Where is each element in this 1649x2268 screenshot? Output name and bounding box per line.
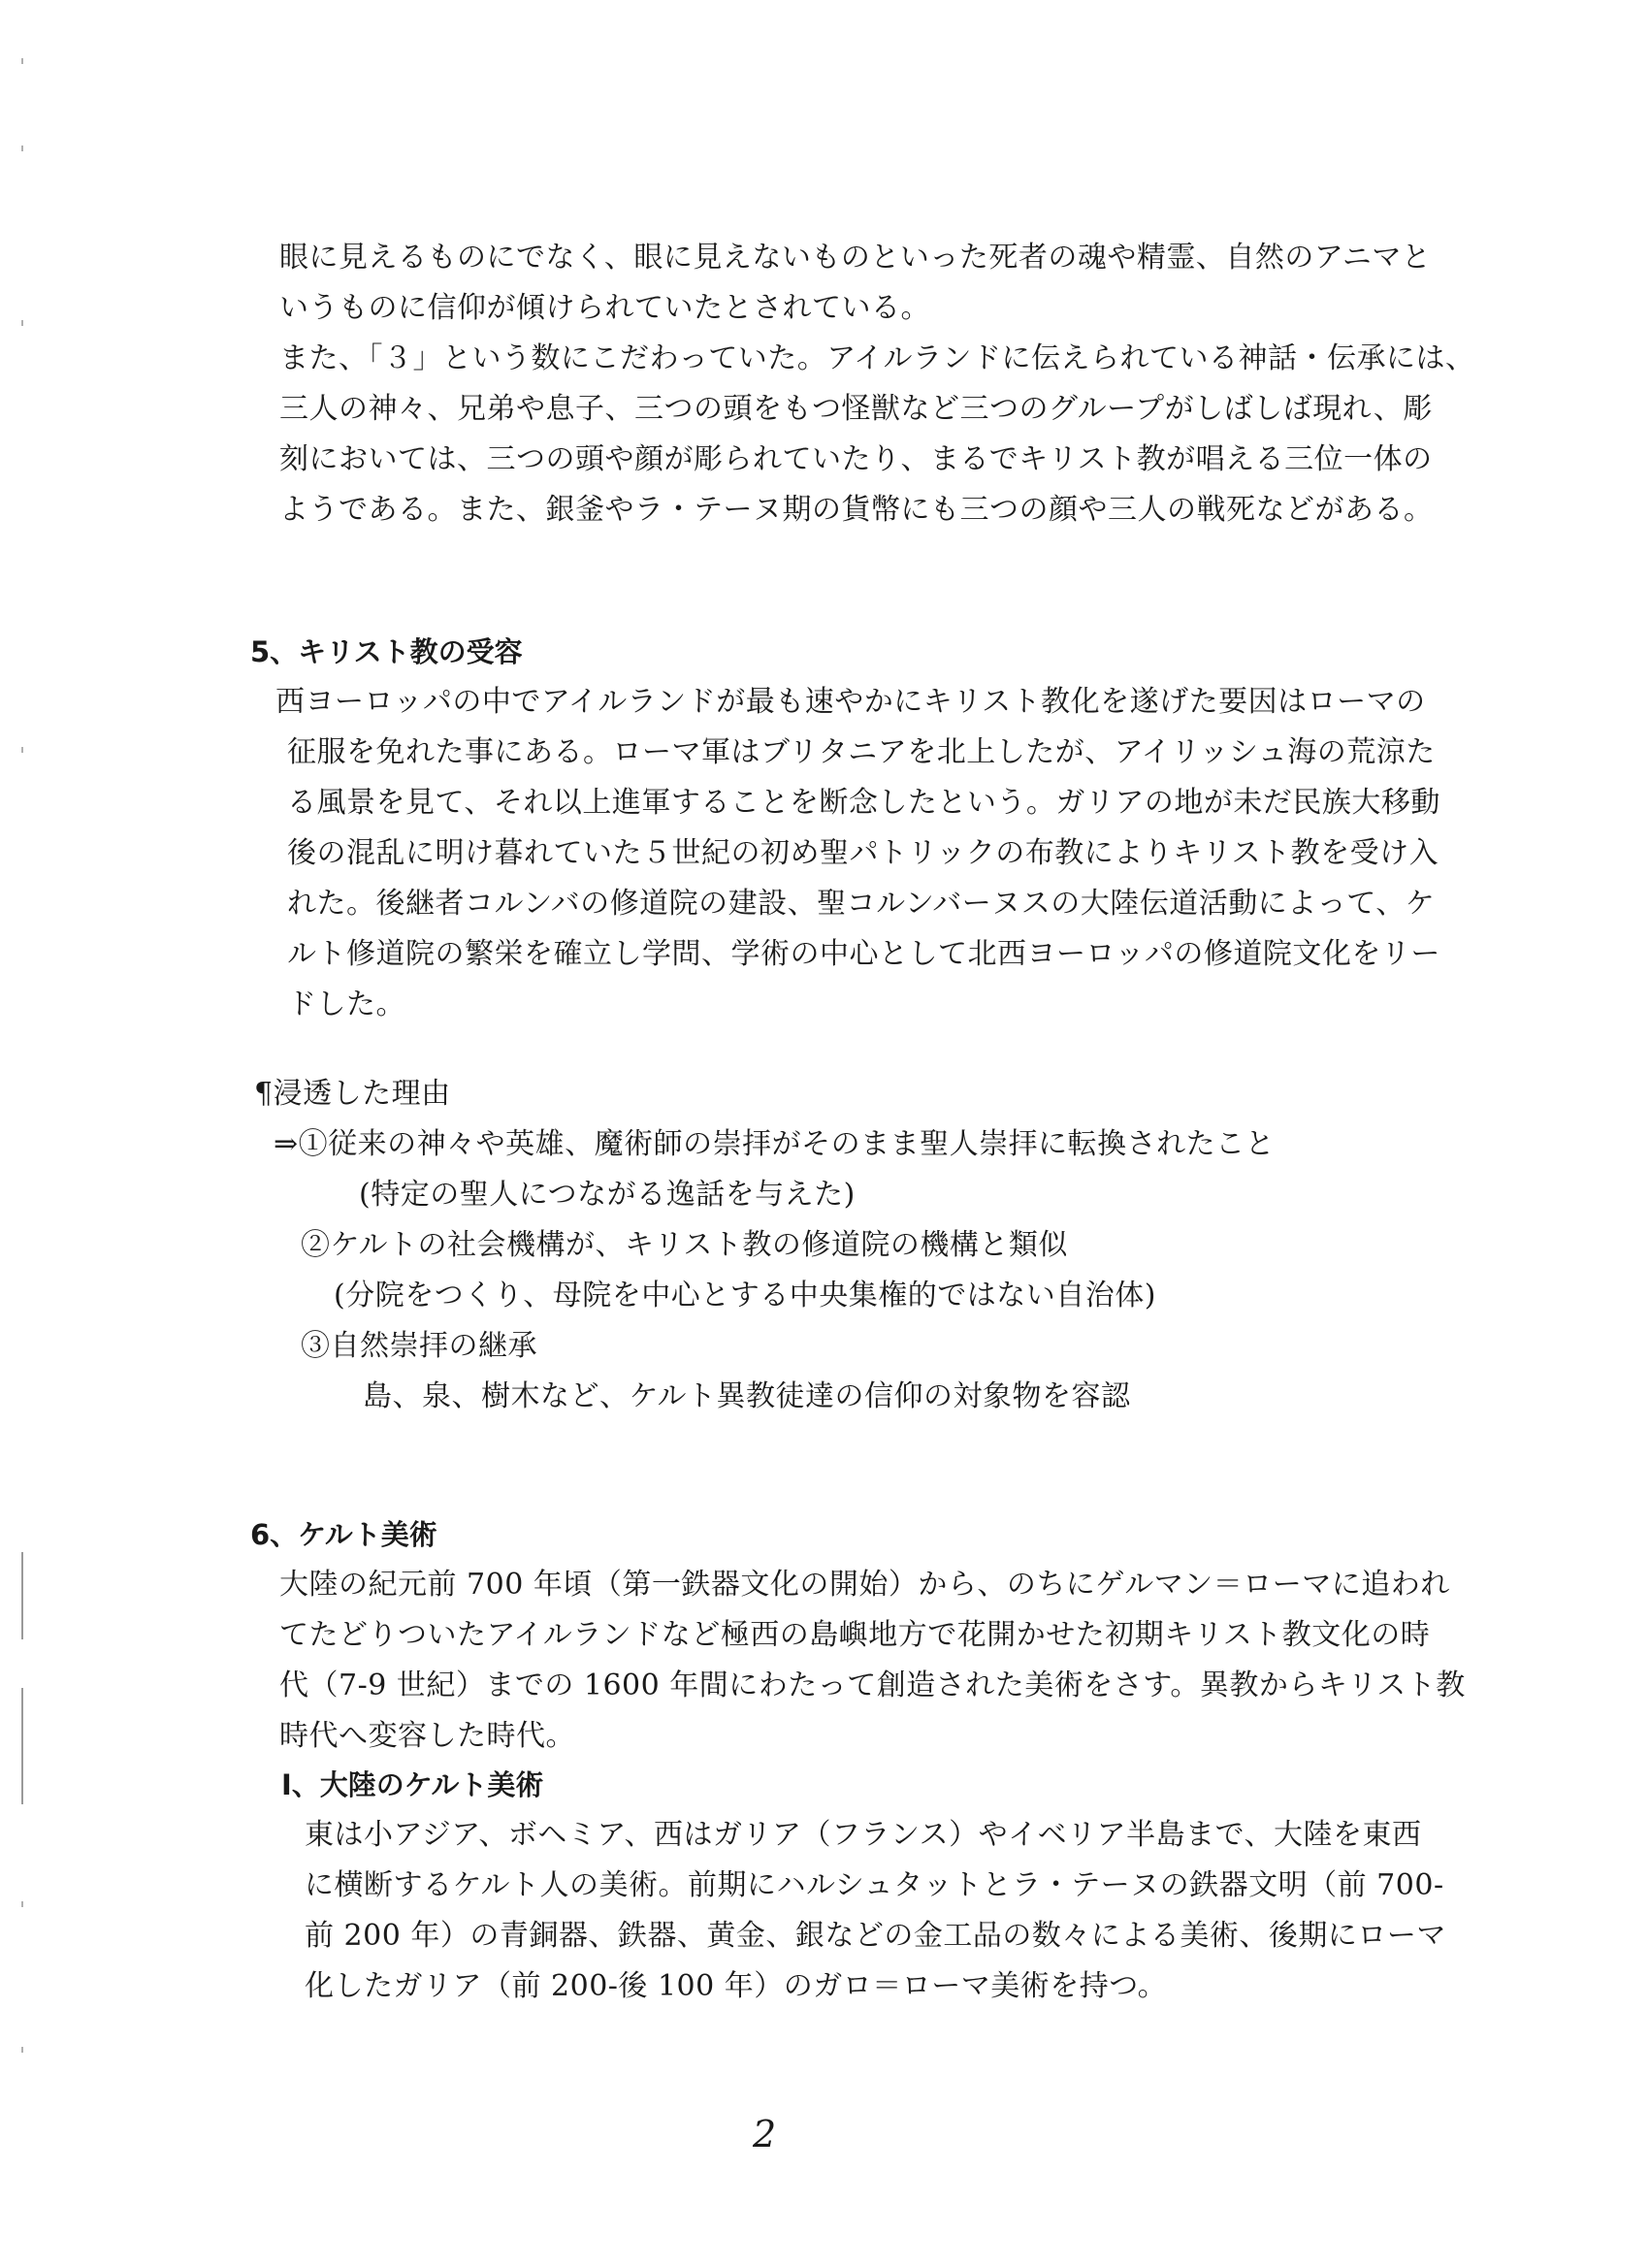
scan-edge-mark (21, 1688, 23, 1804)
reason-item: ③自然崇拝の継承 (301, 1329, 537, 1363)
section-6-line: てたどりついたアイルランドなど極西の島嶼地方で花開かせた初期キリスト教文化の時 (279, 1618, 1431, 1652)
intro-line: また、「３」という数にこだわっていた。アイルランドに伝えられている神話・伝承には、 (279, 341, 1475, 375)
reason-note: (特定の聖人につながる逸話を与えた) (359, 1178, 856, 1212)
section-6-sub-line: 前 200 年）の青銅器、鉄器、黄金、銀などの金工品の数々による美術、後期にローマ (305, 1919, 1446, 1953)
section-5-line: る風景を見て、それ以上進軍することを断念したという。ガリアの地が未だ民族大移動 (287, 786, 1440, 820)
section-6-line: 代（7-9 世紀）までの 1600 年間にわたって創造された美術をさす。異教からキリスト教 (279, 1669, 1466, 1702)
intro-line: 刻においては、三つの頭や顔が彫られていたり、まるでキリスト教が唱える三位一体の (279, 442, 1433, 476)
scan-edge-mark (21, 747, 23, 753)
intro-line: 眼に見えるものにでなく、眼に見えないものといった死者の魂や精霊、自然のアニマと (279, 241, 1432, 275)
scan-edge-mark (21, 146, 23, 151)
section-5-line: 征服を免れた事にある。ローマ軍はブリタニアを北上したが、アイリッシュ海の荒涼た (287, 735, 1436, 769)
page-number: 2 (753, 2113, 777, 2155)
section-6-subheading: Ⅰ、大陸のケルト美術 (281, 1768, 544, 1801)
section-6-sub-line: 東は小アジア、ボヘミア、西はガリア（フランス）やイベリア半島まで、大陸を東西 (305, 1818, 1422, 1852)
reasons-title: ¶浸透した理由 (254, 1077, 451, 1111)
scan-edge-mark (21, 320, 23, 326)
section-6-heading: 6、ケルト美術 (250, 1518, 437, 1551)
intro-line: 三人の神々、兄弟や息子、三つの頭をもつ怪獣など三つのグループがしばしば現れ、彫 (279, 392, 1433, 426)
section-6-line: 大陸の紀元前 700 年頃（第一鉄器文化の開始）から、のちにゲルマン＝ローマに追われ (279, 1568, 1450, 1602)
reason-note: 島、泉、樹木など、ケルト異教徒達の信仰の対象物を容認 (363, 1379, 1131, 1413)
section-6-sub-line: 化したガリア（前 200-後 100 年）のガロ＝ローマ美術を持つ。 (305, 1969, 1168, 2003)
section-6-line: 時代へ変容した時代。 (279, 1719, 575, 1753)
scan-edge-mark (21, 58, 23, 64)
section-5-line: ドした。 (287, 988, 405, 1021)
intro-line: ようである。また、銀釜やラ・テーヌ期の貨幣にも三つの顔や三人の戦死などがある。 (279, 493, 1434, 527)
section-5-line: 後の混乱に明け暮れていた５世紀の初め聖パトリックの布教によりキリスト教を受け入 (287, 836, 1439, 870)
section-5-line: ルト修道院の繁栄を確立し学問、学術の中心として北西ヨーロッパの修道院文化をリー (287, 937, 1440, 971)
reason-item: ⇒①従来の神々や英雄、魔術師の崇拝がそのまま聖人崇拝に転換されたこと (274, 1127, 1276, 1161)
scan-edge-mark (21, 2047, 23, 2053)
section-5-line: れた。後継者コルンバの修道院の建設、聖コルンバーヌスの大陸伝道活動によって、ケ (287, 887, 1436, 921)
scan-edge-mark (21, 1901, 23, 1907)
reason-item: ②ケルトの社会機構が、キリスト教の修道院の機構と類似 (301, 1228, 1068, 1262)
reason-note: (分院をつくり、母院を中心とする中央集権的ではない自治体) (334, 1279, 1156, 1312)
intro-line: いうものに信仰が傾けられていたとされている。 (279, 291, 930, 325)
section-6-sub-line: に横断するケルト人の美術。前期にハルシュタットとラ・テーヌの鉄器文明（前 700- (305, 1868, 1444, 1902)
section-5-line: 西ヨーロッパの中でアイルランドが最も速やかにキリスト教化を遂げた要因はローマの (275, 685, 1426, 719)
scan-edge-mark (21, 1552, 23, 1639)
section-5-heading: 5、キリスト教の受容 (250, 635, 523, 668)
